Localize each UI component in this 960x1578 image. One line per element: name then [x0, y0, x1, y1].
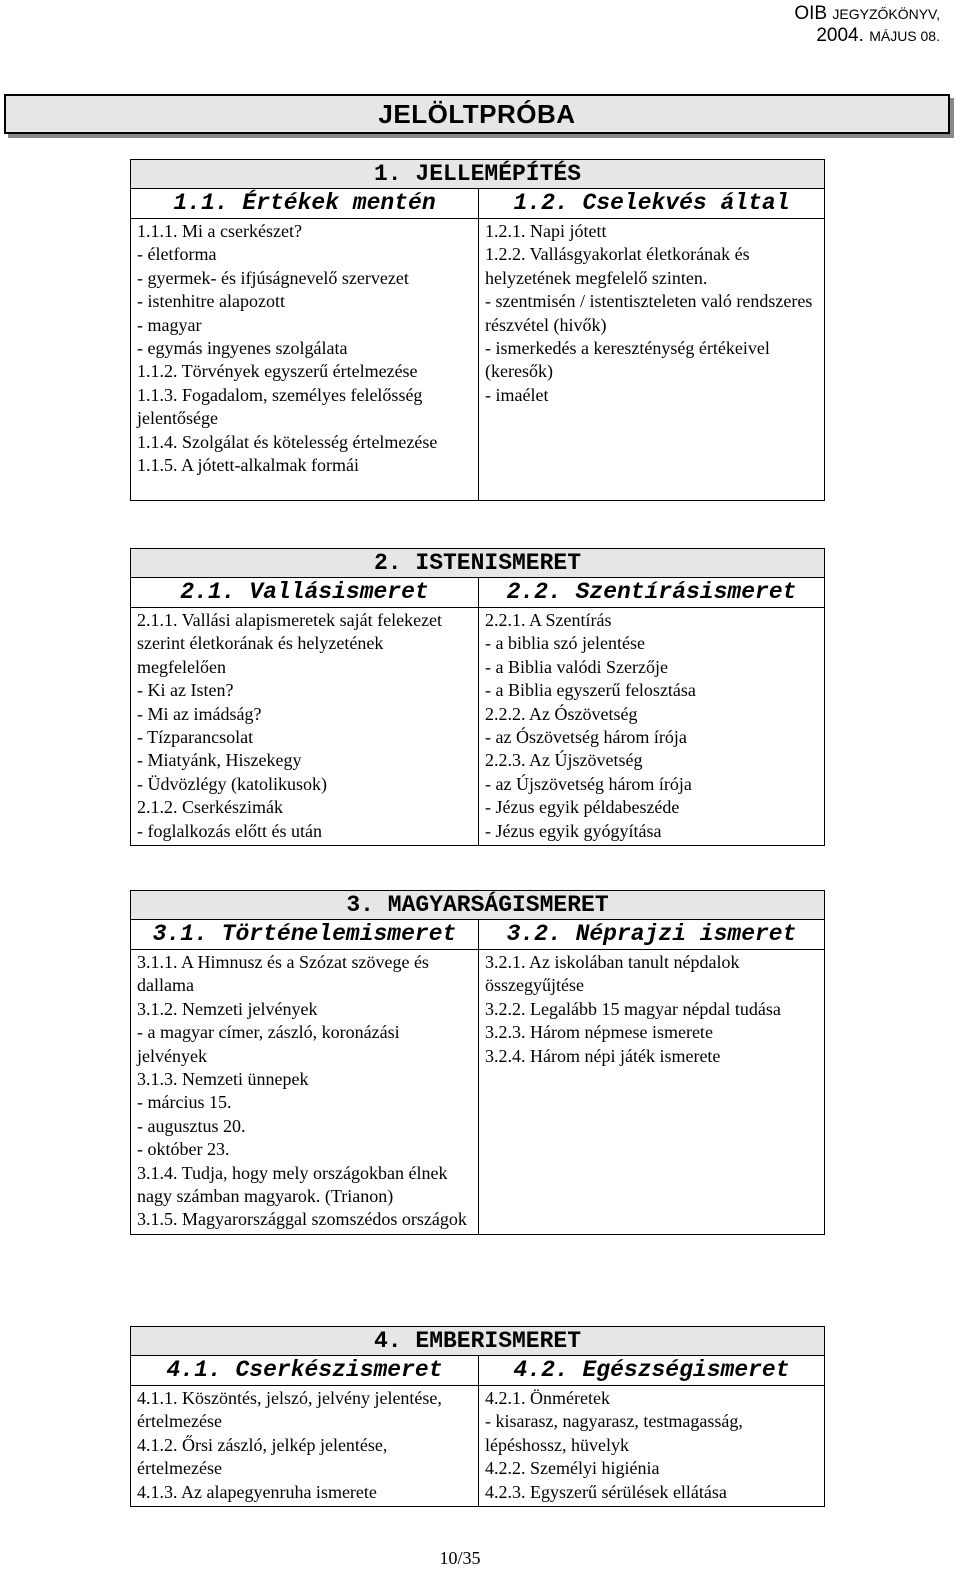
list-item: - Tízparancsolat — [137, 727, 254, 748]
list-item: 2.2.2. Az Ószövetség — [485, 703, 638, 724]
left-column-body — [131, 219, 479, 501]
list-item: - a magyar címer, zászló, koronázási jelvények — [137, 1022, 400, 1066]
list-item: - az Ószövetség három írója — [485, 727, 687, 748]
list-item: - magyar — [137, 314, 202, 335]
list-item: 2.1.1. Vallási alapismeretek saját felekezet szerint életkorának és helyzetének megfelelően — [137, 610, 443, 677]
right-subsection-title: 1.2. Cselekvés által — [479, 189, 825, 219]
header-line-2: 2004. MÁJUS 08. — [816, 25, 940, 46]
list-item: 3.1.5. Magyarországgal szomszédos országok — [137, 1209, 467, 1230]
list-item: - március 15. — [137, 1092, 232, 1113]
left-subsection-title: 1.1. Értékek mentén — [131, 189, 479, 219]
section-table-2 — [130, 548, 825, 846]
left-column-body — [131, 950, 479, 1235]
right-column-body — [479, 1386, 825, 1507]
list-item: 1.1.4. Szolgálat és kötelesség értelmezése — [137, 431, 438, 452]
list-item: 3.1.1. A Himnusz és a Szózat szövege és dallama — [137, 952, 429, 996]
list-item: 3.2.1. Az iskolában tanult népdalok összegyűjtése — [485, 952, 740, 996]
list-item: - a Biblia valódi Szerzője — [485, 656, 668, 677]
list-item: 4.1.3. Az alapegyenruha ismerete — [137, 1481, 377, 1502]
list-item: - augusztus 20. — [137, 1115, 246, 1136]
list-item: 3.1.4. Tudja, hogy mely országokban élnek nagy számban magyarok. (Trianon) — [137, 1162, 448, 1207]
list-item: - a biblia szó jelentése — [485, 633, 645, 654]
list-item: - az Újszövetség három írója — [485, 773, 692, 794]
list-item: - Miatyánk, Hiszekegy — [137, 750, 302, 771]
right-column-body — [479, 608, 825, 846]
right-subsection-title: 2.2. Szentírásismeret — [479, 578, 825, 608]
page-title: JELÖLTPRÓBA — [4, 94, 950, 134]
list-item: 1.1.3. Fogadalom, személyes felelősség jelentősége — [137, 384, 423, 429]
list-item: - Jézus egyik gyógyítása — [485, 820, 662, 841]
list-item: 4.2.2. Személyi higiénia — [485, 1458, 660, 1479]
list-item: 1.1.5. A jótett-alkalmak formái — [137, 455, 359, 476]
right-column-body — [479, 950, 825, 1235]
list-item: - Ki az Isten? — [137, 680, 234, 701]
list-item: 4.2.3. Egyszerű sérülések ellátása — [485, 1481, 727, 1502]
list-item: 2.1.2. Cserkészimák — [137, 797, 283, 818]
list-item: - foglalkozás előtt és után — [137, 820, 322, 841]
left-subsection-title: 3.1. Történelemismeret — [131, 920, 479, 950]
left-column-body — [131, 1386, 479, 1507]
list-item: - szentmisén / istentiszteleten való rendszeres részvétel (hivők) — [485, 291, 813, 335]
list-item: 4.1.1. Köszöntés, jelszó, jelvény jelentése, értelmezése — [137, 1388, 442, 1432]
list-item: - a Biblia egyszerű felosztása — [485, 680, 696, 701]
list-item: 4.2.1. Önméretek — [485, 1388, 610, 1408]
list-item: - gyermek- és ifjúságnevelő szervezet — [137, 267, 409, 288]
section-table-3 — [130, 890, 825, 1235]
list-item: 1.1.1. Mi a cserkészet? — [137, 221, 302, 241]
section-table-4 — [130, 1326, 825, 1507]
list-item: - Jézus egyik példabeszéde — [485, 797, 680, 818]
right-subsection-title: 4.2. Egészségismeret — [479, 1356, 825, 1386]
header-line-1: OIB JEGYZŐKÖNYV, — [794, 3, 940, 24]
section-title: 3. MAGYARSÁGISMERET — [131, 891, 825, 920]
section-title: 4. EMBERISMERET — [131, 1327, 825, 1356]
document-header — [794, 3, 940, 47]
left-column-body — [131, 608, 479, 846]
list-item: 3.1.2. Nemzeti jelvények — [137, 998, 318, 1019]
list-item: - ismerkedés a kereszténység értékeivel (keresők) — [485, 338, 770, 382]
list-item: 1.2.1. Napi jótett — [485, 221, 607, 241]
list-item: 3.2.3. Három népmese ismerete — [485, 1022, 713, 1043]
list-item: 3.2.2. Legalább 15 magyar népdal tudása — [485, 998, 781, 1019]
list-item: - egymás ingyenes szolgálata — [137, 338, 348, 359]
list-item: 1.1.2. Törvények egyszerű értelmezése — [137, 361, 418, 382]
page-number: 10/35 — [439, 1548, 481, 1568]
list-item: 2.2.1. A Szentírás — [485, 610, 612, 630]
list-item: - október 23. — [137, 1139, 230, 1160]
list-item: 3.1.3. Nemzeti ünnepek — [137, 1069, 309, 1090]
list-item: - kisarasz, nagyarasz, testmagasság, lépéshossz, hüvelyk — [485, 1411, 743, 1455]
section-table-1 — [130, 159, 825, 501]
section-title: 1. JELLEMÉPÍTÉS — [131, 160, 825, 189]
list-item: 1.2.2. Vallásgyakorlat életkorának és helyzetének megfelelő szinten. — [485, 244, 750, 288]
right-column-body — [479, 219, 825, 501]
list-item: 4.1.2. Őrsi zászló, jelkép jelentése, értelmezése — [137, 1434, 388, 1479]
right-subsection-title: 3.2. Néprajzi ismeret — [479, 920, 825, 950]
left-subsection-title: 4.1. Cserkészismeret — [131, 1356, 479, 1386]
list-item: 3.2.4. Három népi játék ismerete — [485, 1045, 721, 1066]
list-item: - Mi az imádság? — [137, 703, 262, 724]
list-item: - imaélet — [485, 384, 549, 405]
list-item: - istenhitre alapozott — [137, 291, 285, 312]
list-item: - életforma — [137, 244, 217, 265]
section-title: 2. ISTENISMERET — [131, 549, 825, 578]
left-subsection-title: 2.1. Vallásismeret — [131, 578, 479, 608]
list-item: 2.2.3. Az Újszövetség — [485, 750, 643, 771]
list-item: - Üdvözlégy (katolikusok) — [137, 773, 327, 794]
